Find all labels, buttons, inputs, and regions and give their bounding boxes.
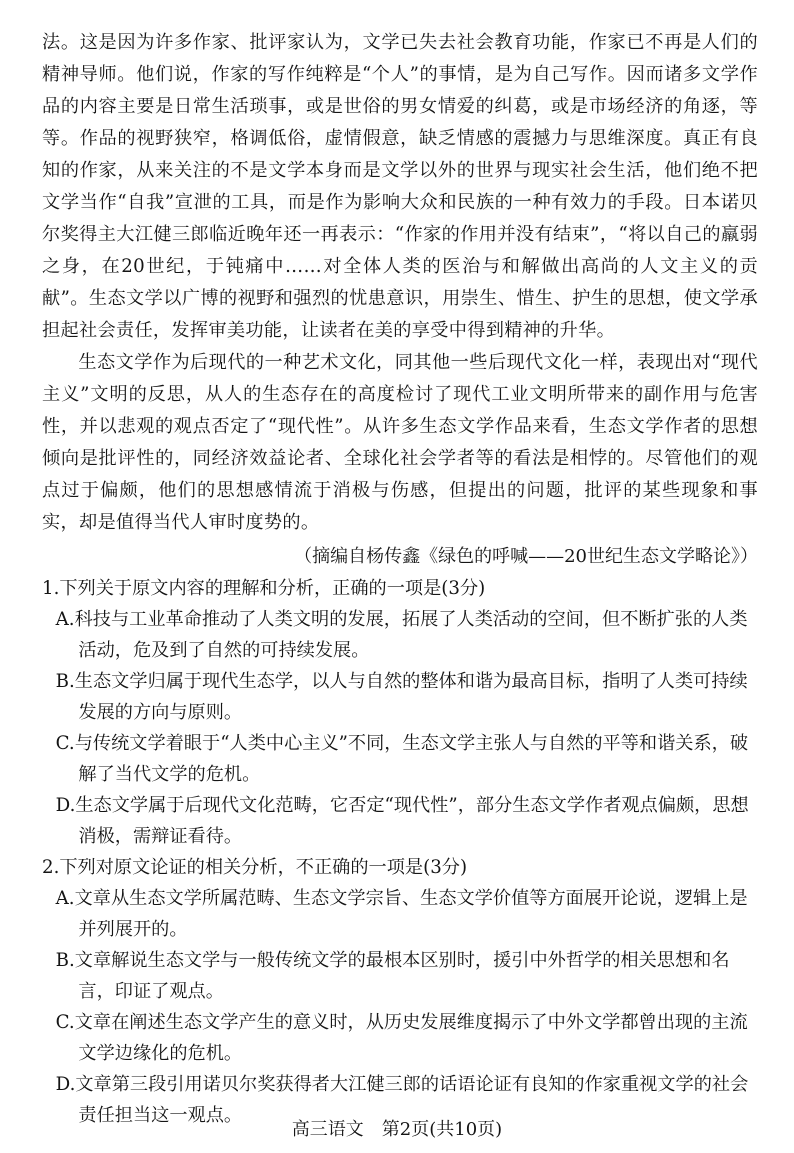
question-2-option-a[interactable] xyxy=(42,883,758,945)
question-2-option-c[interactable] xyxy=(42,1007,758,1069)
option-letter: C. xyxy=(55,733,75,754)
question-1-option-a[interactable] xyxy=(42,604,758,666)
option-letter: C. xyxy=(55,1012,75,1033)
option-text: 与传统文学着眼于“人类中心主义”不同，生态文学主张人与自然的平等和谐关系，破解了当代文学的危机。 xyxy=(74,733,749,785)
option-text: 生态文学归属于现代生态学，以人与自然的整体和谐为最高目标，指明了人类可持续发展的方向与原则。 xyxy=(74,671,748,723)
reading-passage xyxy=(42,27,758,573)
option-text: 生态文学属于后现代文化范畴，它否定“现代性”，部分生态文学作者观点偏颇，思想消极，需辩证看待。 xyxy=(75,795,749,847)
question-1-stem: 1.下列关于原文内容的理解和分析，正确的一项是(3分) xyxy=(42,578,486,599)
option-letter: B. xyxy=(55,671,75,692)
option-letter: D. xyxy=(55,795,76,816)
option-text: 文章从生态文学所属范畴、生态文学宗旨、生态文学价值等方面展开论说，逻辑上是并列展开的。 xyxy=(74,888,748,940)
option-text: 科技与工业革命推动了人类文明的发展，拓展了人类活动的空间，但不断扩张的人类活动，危及到了自然的可持续发展。 xyxy=(74,609,748,661)
option-text: 文章第三段引用诺贝尔奖获得者大江健三郎的话语论证有良知的作家重视文学的社会责任担当这一观点。 xyxy=(75,1074,749,1126)
question-2-option-b[interactable] xyxy=(42,945,758,1007)
option-letter: A. xyxy=(55,609,75,630)
question-1-option-c[interactable] xyxy=(42,728,758,790)
option-letter: A. xyxy=(55,888,75,909)
question-2-stem: 2.下列对原文论证的相关分析，不正确的一项是(3分) xyxy=(42,857,468,878)
question-2 xyxy=(42,852,758,1131)
question-1 xyxy=(42,573,758,852)
question-1-option-d[interactable] xyxy=(42,790,758,852)
passage-paragraph-2: 生态文学作为后现代的一种艺术文化，同其他一些后现代文化一样，表现出对“现代主义”文明的反思，从人的生态存在的高度检讨了现代工业文明所带来的副作用与危害性，并以悲观的观点否定了“现代性”。从许多生态文学作品来看，生态文学作者的思想倾向是批评性的，同经济效益论者、全球化社会学者等的看法是相悖的。尽管他们的观点过于偏颇，他们的思想感情流于消极与伤感，但提出的问题，批评的某些现象和事实，却是值得当代人审时度势的。 xyxy=(42,352,758,533)
question-1-option-b[interactable] xyxy=(42,666,758,728)
page-footer: 高三语文 第2页(共10页) xyxy=(291,1119,503,1140)
option-letter: B. xyxy=(55,950,75,971)
option-text: 文章解说生态文学与一般传统文学的最根本区别时，援引中外哲学的相关思想和名言，印证了观点。 xyxy=(74,950,730,1002)
option-letter: D. xyxy=(55,1074,76,1095)
passage-source: （摘编自杨传鑫《绿色的呼喊——20世纪生态文学略论》） xyxy=(294,546,758,567)
option-text: 文章在阐述生态文学产生的意义时，从历史发展维度揭示了中外文学都曾出现的主流文学边缘化的危机。 xyxy=(74,1012,748,1064)
passage-paragraph-1: 法。这是因为许多作家、批评家认为，文学已失去社会教育功能，作家已不再是人们的精神导师。他们说，作家的写作纯粹是“个人”的事情，是为自己写作。因而诸多文学作品的内容主要是日常生活琐事，或是世俗的男女情爱的纠葛，或是市场经济的角逐，等等。作品的视野狭窄，格调低俗，虚情假意，缺乏情感的震撼力与思维深度。真正有良知的作家，从来关注的不是文学本身而是文学以外的世界与现实社会生活，他们绝不把文学当作“自我”宣泄的工具，而是作为影响大众和民族的一种有效力的手段。日本诺贝尔奖得主大江健三郎临近晚年还一再表示：“作家的作用并没有结束”，“将以自己的羸弱之身，在20世纪，于钝痛中……对全体人类的医治与和解做出高尚的人文主义的贡献”。生态文学以广博的视野和强烈的忧患意识，用崇生、惜生、护生的思想，使文学承担起社会责任，发挥审美功能，让读者在美的享受中得到精神的升华。 xyxy=(42,32,758,341)
